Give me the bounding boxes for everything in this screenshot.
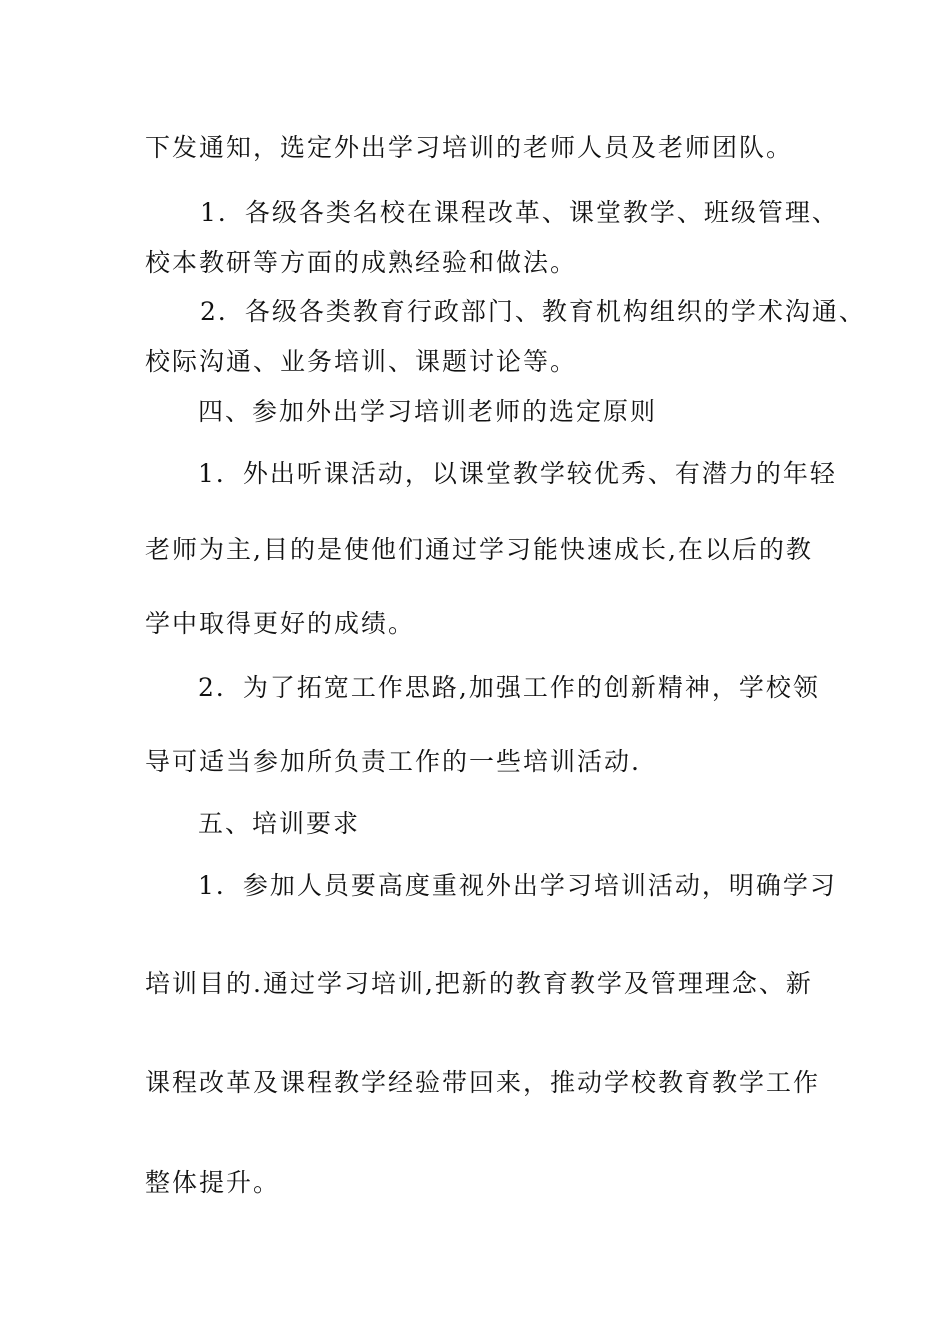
section-heading: 四、参加外出学习培训老师的选定原则 <box>198 397 658 426</box>
text-line: 校际沟通、业务培训、课题讨论等。 <box>145 347 578 376</box>
text-line: 下发通知，选定外出学习培训的老师人员及老师团队。 <box>145 133 794 162</box>
text-line: 老师为主,目的是使他们通过学习能快速成长,在以后的教 <box>145 535 813 564</box>
text-line: 校本教研等方面的成熟经验和做法。 <box>145 248 578 277</box>
list-item-line: 2．为了拓宽工作思路,加强工作的创新精神，学校领 <box>198 673 820 702</box>
list-item-line: 2．各级各类教育行政部门、教育机构组织的学术沟通、 <box>200 297 866 326</box>
text-line: 导可适当参加所负责工作的一些培训活动. <box>145 747 641 776</box>
list-item-line: 1．参加人员要高度重视外出学习培训活动，明确学习 <box>198 871 837 900</box>
text-line: 培训目的.通过学习培训,把新的教育教学及管理理念、新 <box>145 969 813 998</box>
text-line: 学中取得更好的成绩。 <box>145 609 416 638</box>
text-line: 课程改革及课程教学经验带回来，推动学校教育教学工作 <box>145 1068 821 1097</box>
list-item-line: 1．外出听课活动，以课堂教学较优秀、有潜力的年轻 <box>198 459 837 488</box>
section-heading: 五、培训要求 <box>198 809 361 838</box>
text-line: 整体提升。 <box>145 1168 281 1197</box>
list-item-line: 1．各级各类名校在课程改革、课堂教学、班级管理、 <box>200 198 839 227</box>
